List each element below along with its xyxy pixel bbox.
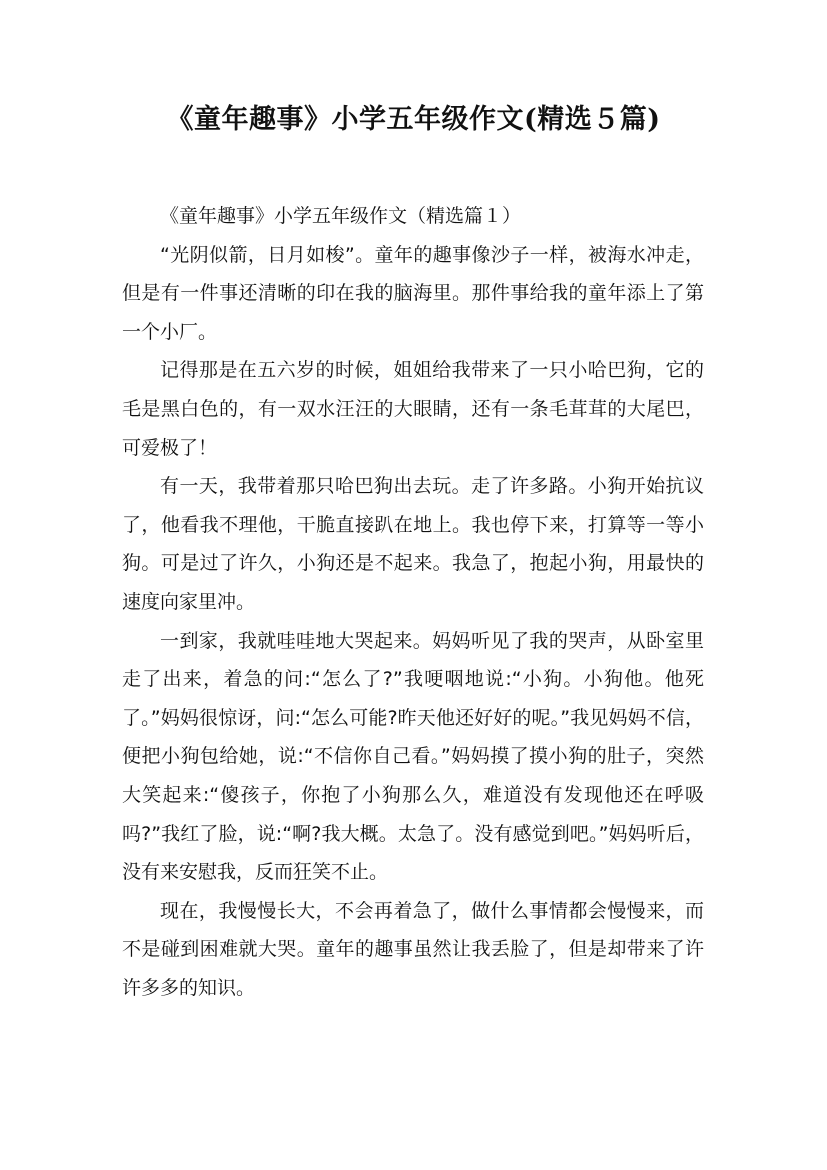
- paragraph-3: 有一天，我带着那只哈巴狗出去玩。走了许多路。小狗开始抗议了，他看我不理他，干脆直接趴在地上。我也停下来，打算等一等小狗。可是过了许久，小狗还是不起来。我急了，抱起小狗，用最快的速度向家里冲。: [122, 475, 704, 613]
- document-title: 《童年趣事》小学五年级作文(精选５篇): [166, 104, 661, 135]
- paragraph-2: 记得那是在五六岁的时候，姐姐给我带来了一只小哈巴狗，它的毛是黑白色的，有一双水汪汪的大眼睛，还有一条毛茸茸的大尾巴，可爱极了！: [122, 359, 704, 459]
- paragraph-4: 一到家，我就哇哇地大哭起来。妈妈听见了我的哭声，从卧室里走了出来，着急的问:“怎么了?”我哽咽地说:“小狗。小狗他。他死了。”妈妈很惊讶，问:“怎么可能?昨天他还好好的呢。”我见妈妈不信，便把小狗包给她，说:“不信你自己看。”妈妈摸了摸小狗的肚子，突然大笑起来:“傻孩子，你抱了小狗那么久，难道没有发现他还在呼吸吗?”我红了脸，说:“啊?我大概。太急了。没有感觉到吧。”妈妈听后，没有来安慰我，反而狂笑不止。: [122, 629, 704, 884]
- paragraph-5: 现在，我慢慢长大，不会再着急了，做什么事情都会慢慢来，而不是碰到困难就大哭。童年的趣事虽然让我丢脸了，但是却带来了许许多多的知识。: [122, 899, 704, 999]
- document-body: [122, 197, 704, 1007]
- section-subtitle: 《童年趣事》小学五年级作文（精选篇１）: [160, 205, 522, 227]
- paragraph-1: “光阴似箭，日月如梭”。童年的趣事像沙子一样，被海水冲走，但是有一件事还清晰的印在我的脑海里。那件事给我的童年添上了第一个小厂。: [122, 243, 704, 343]
